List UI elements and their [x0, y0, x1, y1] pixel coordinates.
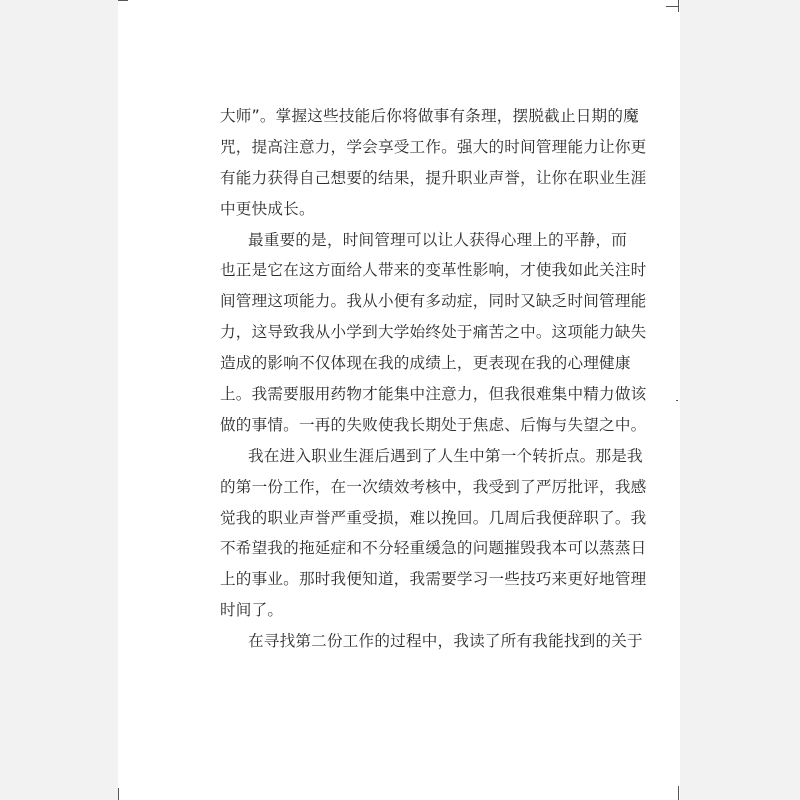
crop-mark-top-right-vertical: [678, 0, 679, 12]
text-line: 时间了。: [220, 601, 284, 620]
text-line: 我在进入职业生涯后遇到了人生中第一个转折点。那是我: [248, 446, 643, 465]
text-line: 造成的影响不仅体现在我的成绩上，更表现在我的心理健康: [220, 354, 631, 373]
crop-mark-bottom-right: [678, 786, 679, 800]
paragraph: [220, 225, 647, 441]
text-line: 力，这导致我从小学到大学始终处于痛苦之中。这项能力缺失: [220, 323, 647, 342]
text-line: 上。我需要服用药物才能集中注意力，但我很难集中精力做该: [220, 385, 647, 404]
text-line: 觉我的职业声誉严重受损，难以挽回。几周后我便辞职了。我: [220, 508, 647, 527]
text-line: 咒，提高注意力，学会享受工作。强大的时间管理能力让你更: [220, 137, 647, 156]
text-line: 在寻找第二份工作的过程中，我读了所有我能找到的关于: [248, 632, 643, 651]
text-line: 也正是它在这方面给人带来的变革性影响，才使我如此关注时: [220, 261, 647, 280]
text-line: 的第一份工作，在一次绩效考核中，我受到了严厉批评，我感: [220, 477, 647, 496]
body-text: [220, 101, 647, 657]
paragraph: [220, 626, 643, 657]
text-line: 最重要的是，时间管理可以让人获得心理上的平静，而: [248, 230, 628, 249]
text-line: 上的事业。那时我便知道，我需要学习一些技巧来更好地管理: [220, 570, 647, 589]
paragraph: [220, 441, 647, 626]
crop-mark-bottom-left: [118, 788, 119, 800]
crop-mark-right-middle: [676, 400, 678, 401]
crop-mark-top-right: [666, 6, 678, 7]
text-line: 做的事情。一再的失败使我长期处于焦虑、后悔与失望之中。: [220, 415, 647, 434]
text-line: 中更快成长。: [220, 199, 315, 218]
paragraph: [220, 101, 647, 225]
text-line: 不希望我的拖延症和不分轻重缓急的问题摧毁我本可以蒸蒸日: [220, 539, 647, 558]
text-line: 有能力获得自己想要的结果，提升职业声誉，让你在职业生涯: [220, 168, 647, 187]
text-line: 间管理这项能力。我从小便有多动症，同时又缺乏时间管理能: [220, 292, 647, 311]
text-line: 大师”。掌握这些技能后你将做事有条理，摆脱截止日期的魔: [220, 107, 639, 125]
crop-mark-top-left: [118, 0, 128, 1]
